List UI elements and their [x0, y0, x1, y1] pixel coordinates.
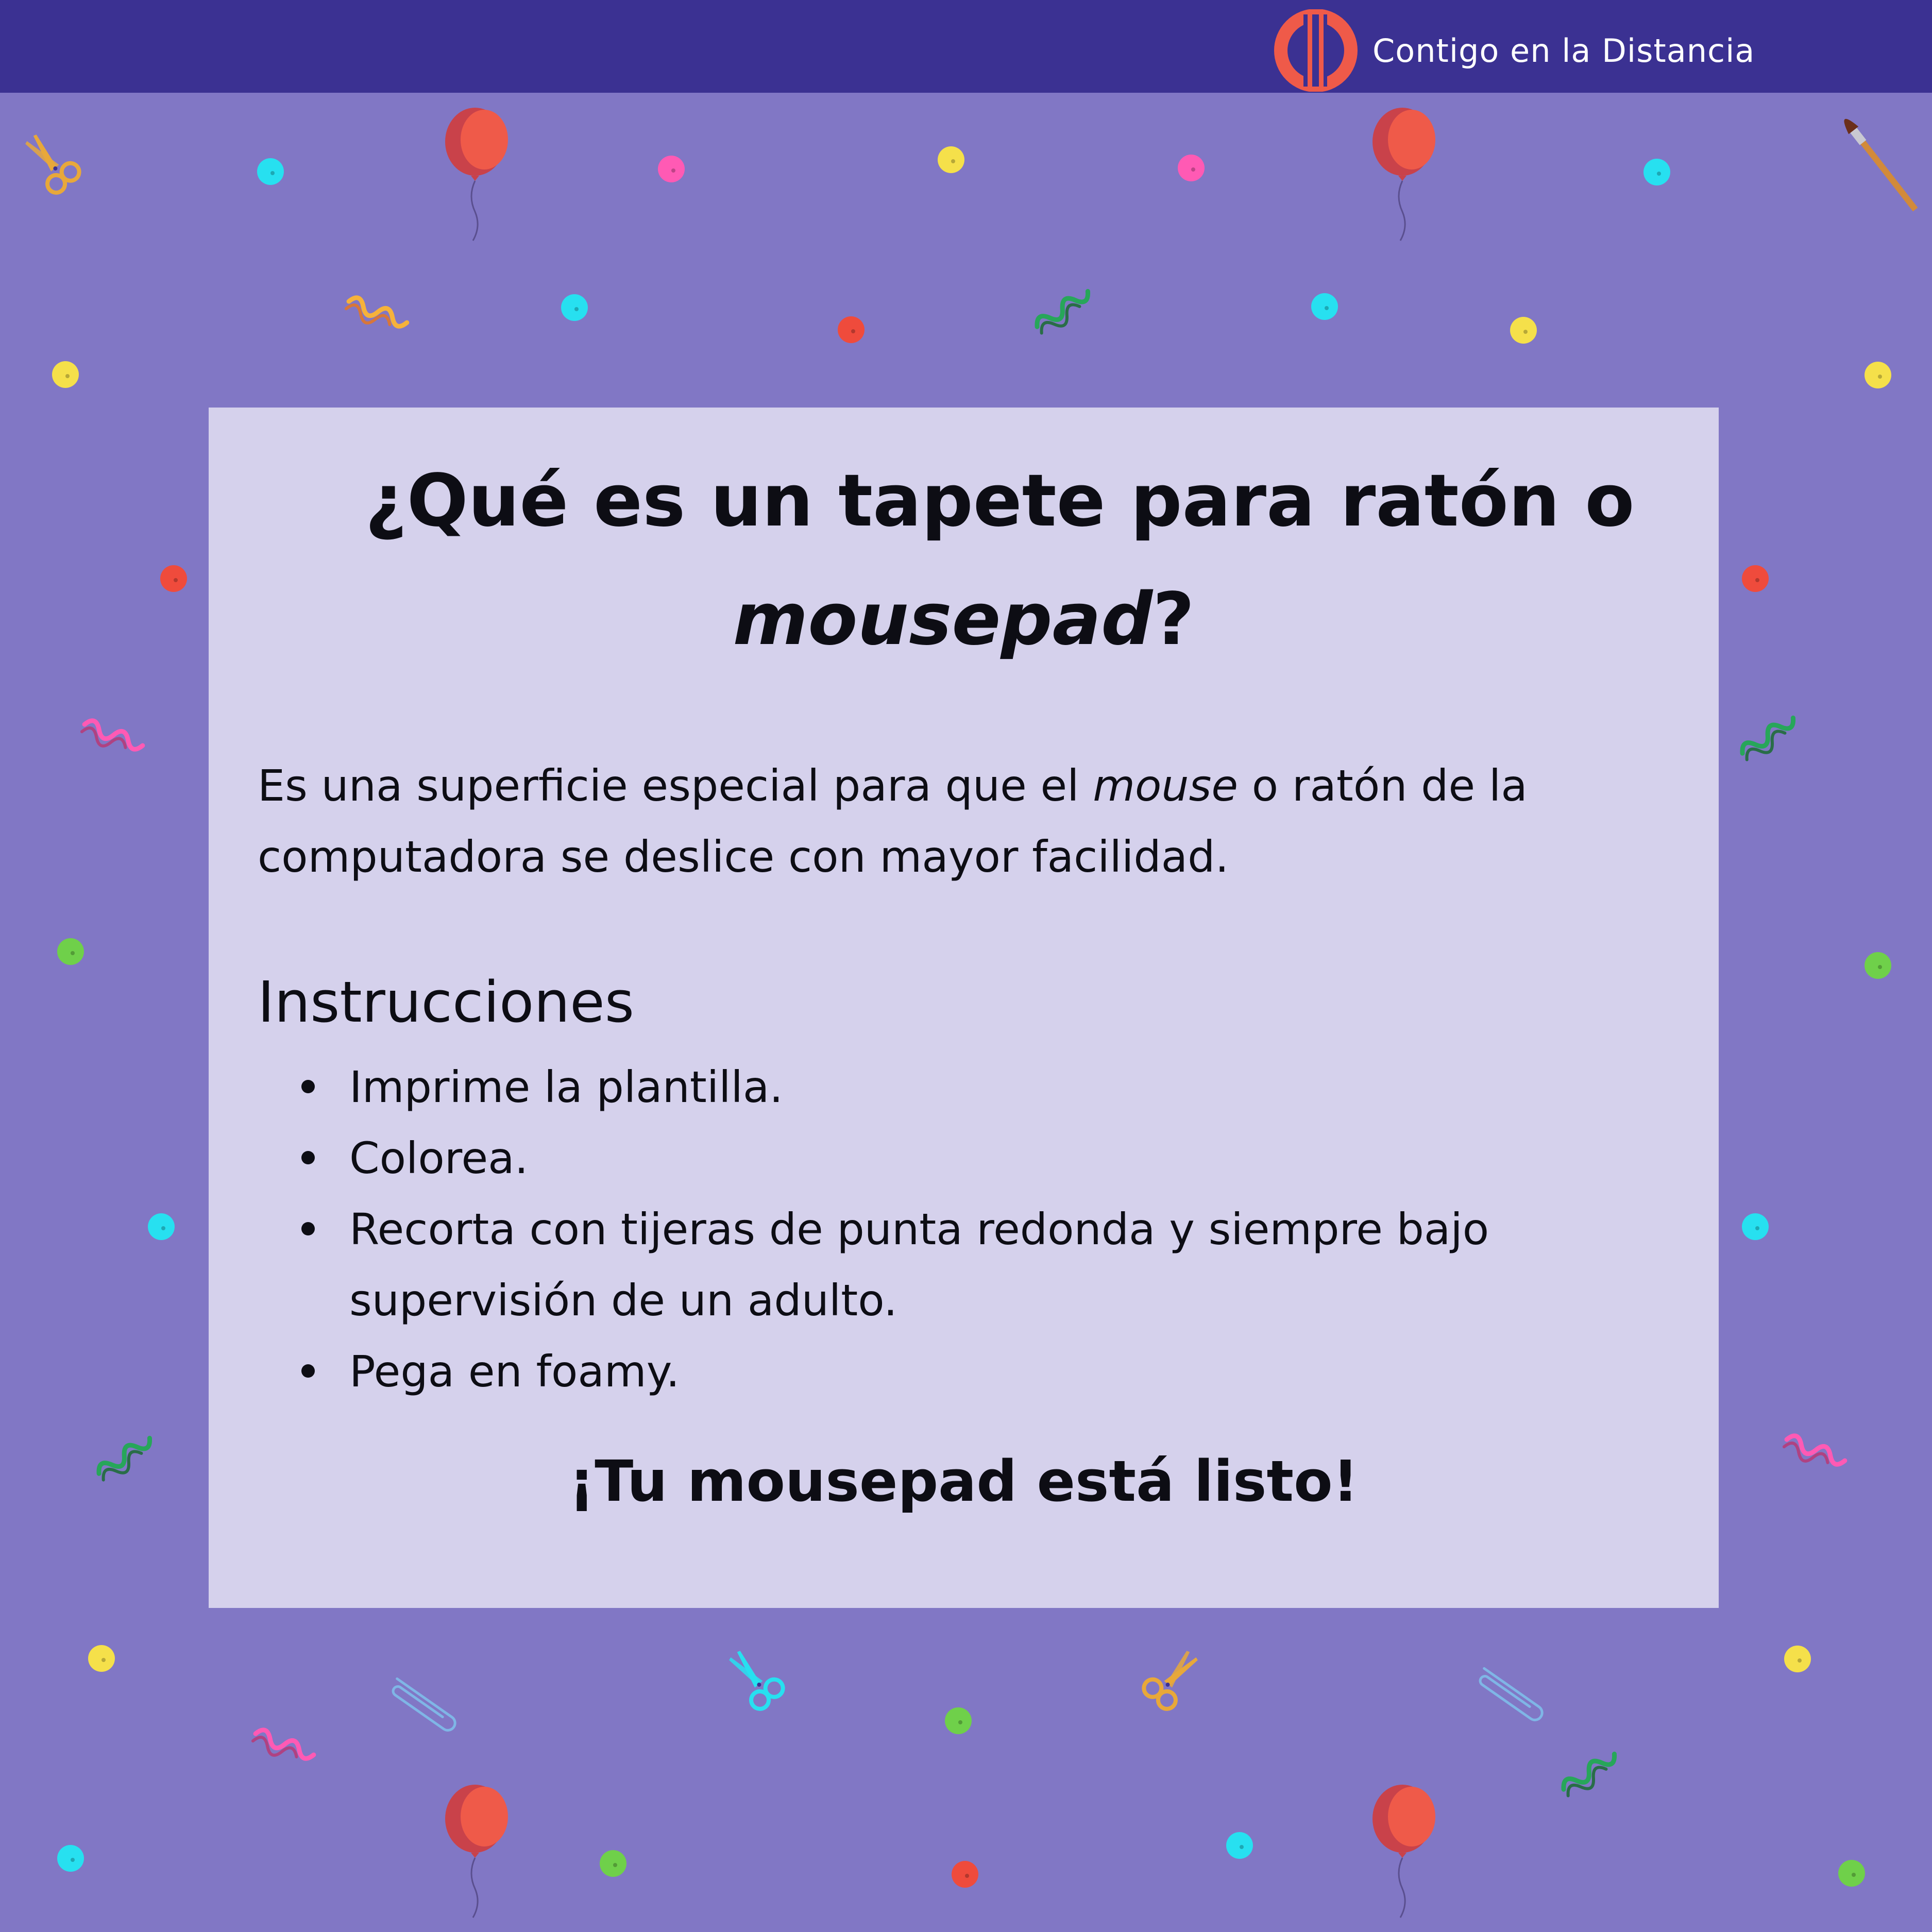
- confetti-dot-icon: [600, 1850, 626, 1877]
- scissors-icon: [16, 127, 83, 196]
- brand-name: Contigo en la Distancia: [1372, 31, 1755, 70]
- list-item-text: Imprime la plantilla.: [349, 1062, 784, 1112]
- intro-text-part1: Es una superficie especial para que el: [258, 760, 1093, 811]
- intro-text-part2: o ratón de la computadora se deslice con mayor facilidad.: [258, 760, 1528, 882]
- streamer-icon: [1782, 1433, 1847, 1474]
- bullet-icon: [301, 1222, 315, 1235]
- streamer-icon: [1560, 1749, 1622, 1801]
- confetti-dot-icon: [257, 158, 284, 185]
- confetti-dot-icon: [838, 316, 865, 343]
- confetti-dot-icon: [57, 1845, 84, 1872]
- list-item: [258, 1194, 1680, 1336]
- balloon-icon: [1372, 108, 1435, 241]
- paintbrush-icon: [1840, 115, 1920, 213]
- streamer-icon: [95, 1433, 158, 1485]
- intro-paragraph: [258, 750, 1680, 892]
- confetti-dot-icon: [1178, 155, 1205, 181]
- confetti-dot-icon: [1865, 952, 1891, 979]
- intro-italic-word: mouse: [1093, 760, 1239, 811]
- scissors-icon: [1140, 1643, 1207, 1713]
- confetti-dot-icon: [1510, 317, 1537, 344]
- confetti-dot-icon: [945, 1707, 972, 1734]
- confetti-dot-icon: [88, 1645, 115, 1672]
- confetti-dot-icon: [1643, 159, 1670, 185]
- info-card: [209, 408, 1719, 1608]
- streamer-icon: [80, 718, 145, 759]
- confetti-dot-icon: [561, 294, 588, 321]
- list-item-text: Recorta con tijeras de punta redonda y siempre bajo supervisión de un adulto.: [349, 1204, 1489, 1326]
- list-item-text: Pega en foamy.: [349, 1346, 680, 1397]
- confetti-dot-icon: [1784, 1646, 1811, 1672]
- balloon-icon: [445, 108, 508, 241]
- confetti-dot-icon: [148, 1213, 175, 1240]
- instructions-heading: Instrucciones: [258, 969, 635, 1035]
- title-line-1: ¿Qué es un tapete para ratón o: [365, 459, 1635, 543]
- title-line-2: [209, 578, 1719, 662]
- title-italic-word: mousepad: [733, 578, 1153, 662]
- confetti-dot-icon: [1865, 362, 1891, 388]
- confetti-dot-icon: [52, 361, 79, 388]
- confetti-dot-icon: [952, 1861, 978, 1888]
- confetti-dot-icon: [658, 156, 685, 182]
- list-item: [258, 1336, 1680, 1407]
- paperclip-icon: [1476, 1668, 1545, 1723]
- confetti-dot-icon: [1742, 1213, 1769, 1240]
- confetti-dot-icon: [1838, 1860, 1865, 1887]
- list-item-text: Colorea.: [349, 1133, 529, 1183]
- confetti-dot-icon: [1226, 1832, 1253, 1859]
- paperclip-icon: [389, 1679, 458, 1733]
- confetti-dot-icon: [57, 938, 84, 965]
- streamer-icon: [344, 295, 409, 336]
- list-item: [258, 1123, 1680, 1194]
- streamer-icon: [1739, 713, 1801, 765]
- closing-message: ¡Tu mousepad está listo!: [569, 1448, 1359, 1514]
- list-item: [258, 1052, 1680, 1123]
- bullet-icon: [301, 1080, 315, 1093]
- confetti-dot-icon: [1742, 565, 1769, 592]
- balloon-icon: [445, 1785, 508, 1918]
- confetti-dot-icon: [160, 565, 187, 592]
- streamer-icon: [1033, 286, 1096, 338]
- title-question-mark: ?: [1153, 578, 1195, 662]
- confetti-dot-icon: [1311, 293, 1338, 320]
- scissors-icon: [720, 1643, 787, 1713]
- streamer-icon: [251, 1727, 316, 1768]
- instructions-list: [258, 1052, 1680, 1407]
- bullet-icon: [301, 1151, 315, 1164]
- bullet-icon: [301, 1364, 315, 1378]
- balloon-icon: [1372, 1785, 1435, 1918]
- confetti-dot-icon: [938, 146, 964, 173]
